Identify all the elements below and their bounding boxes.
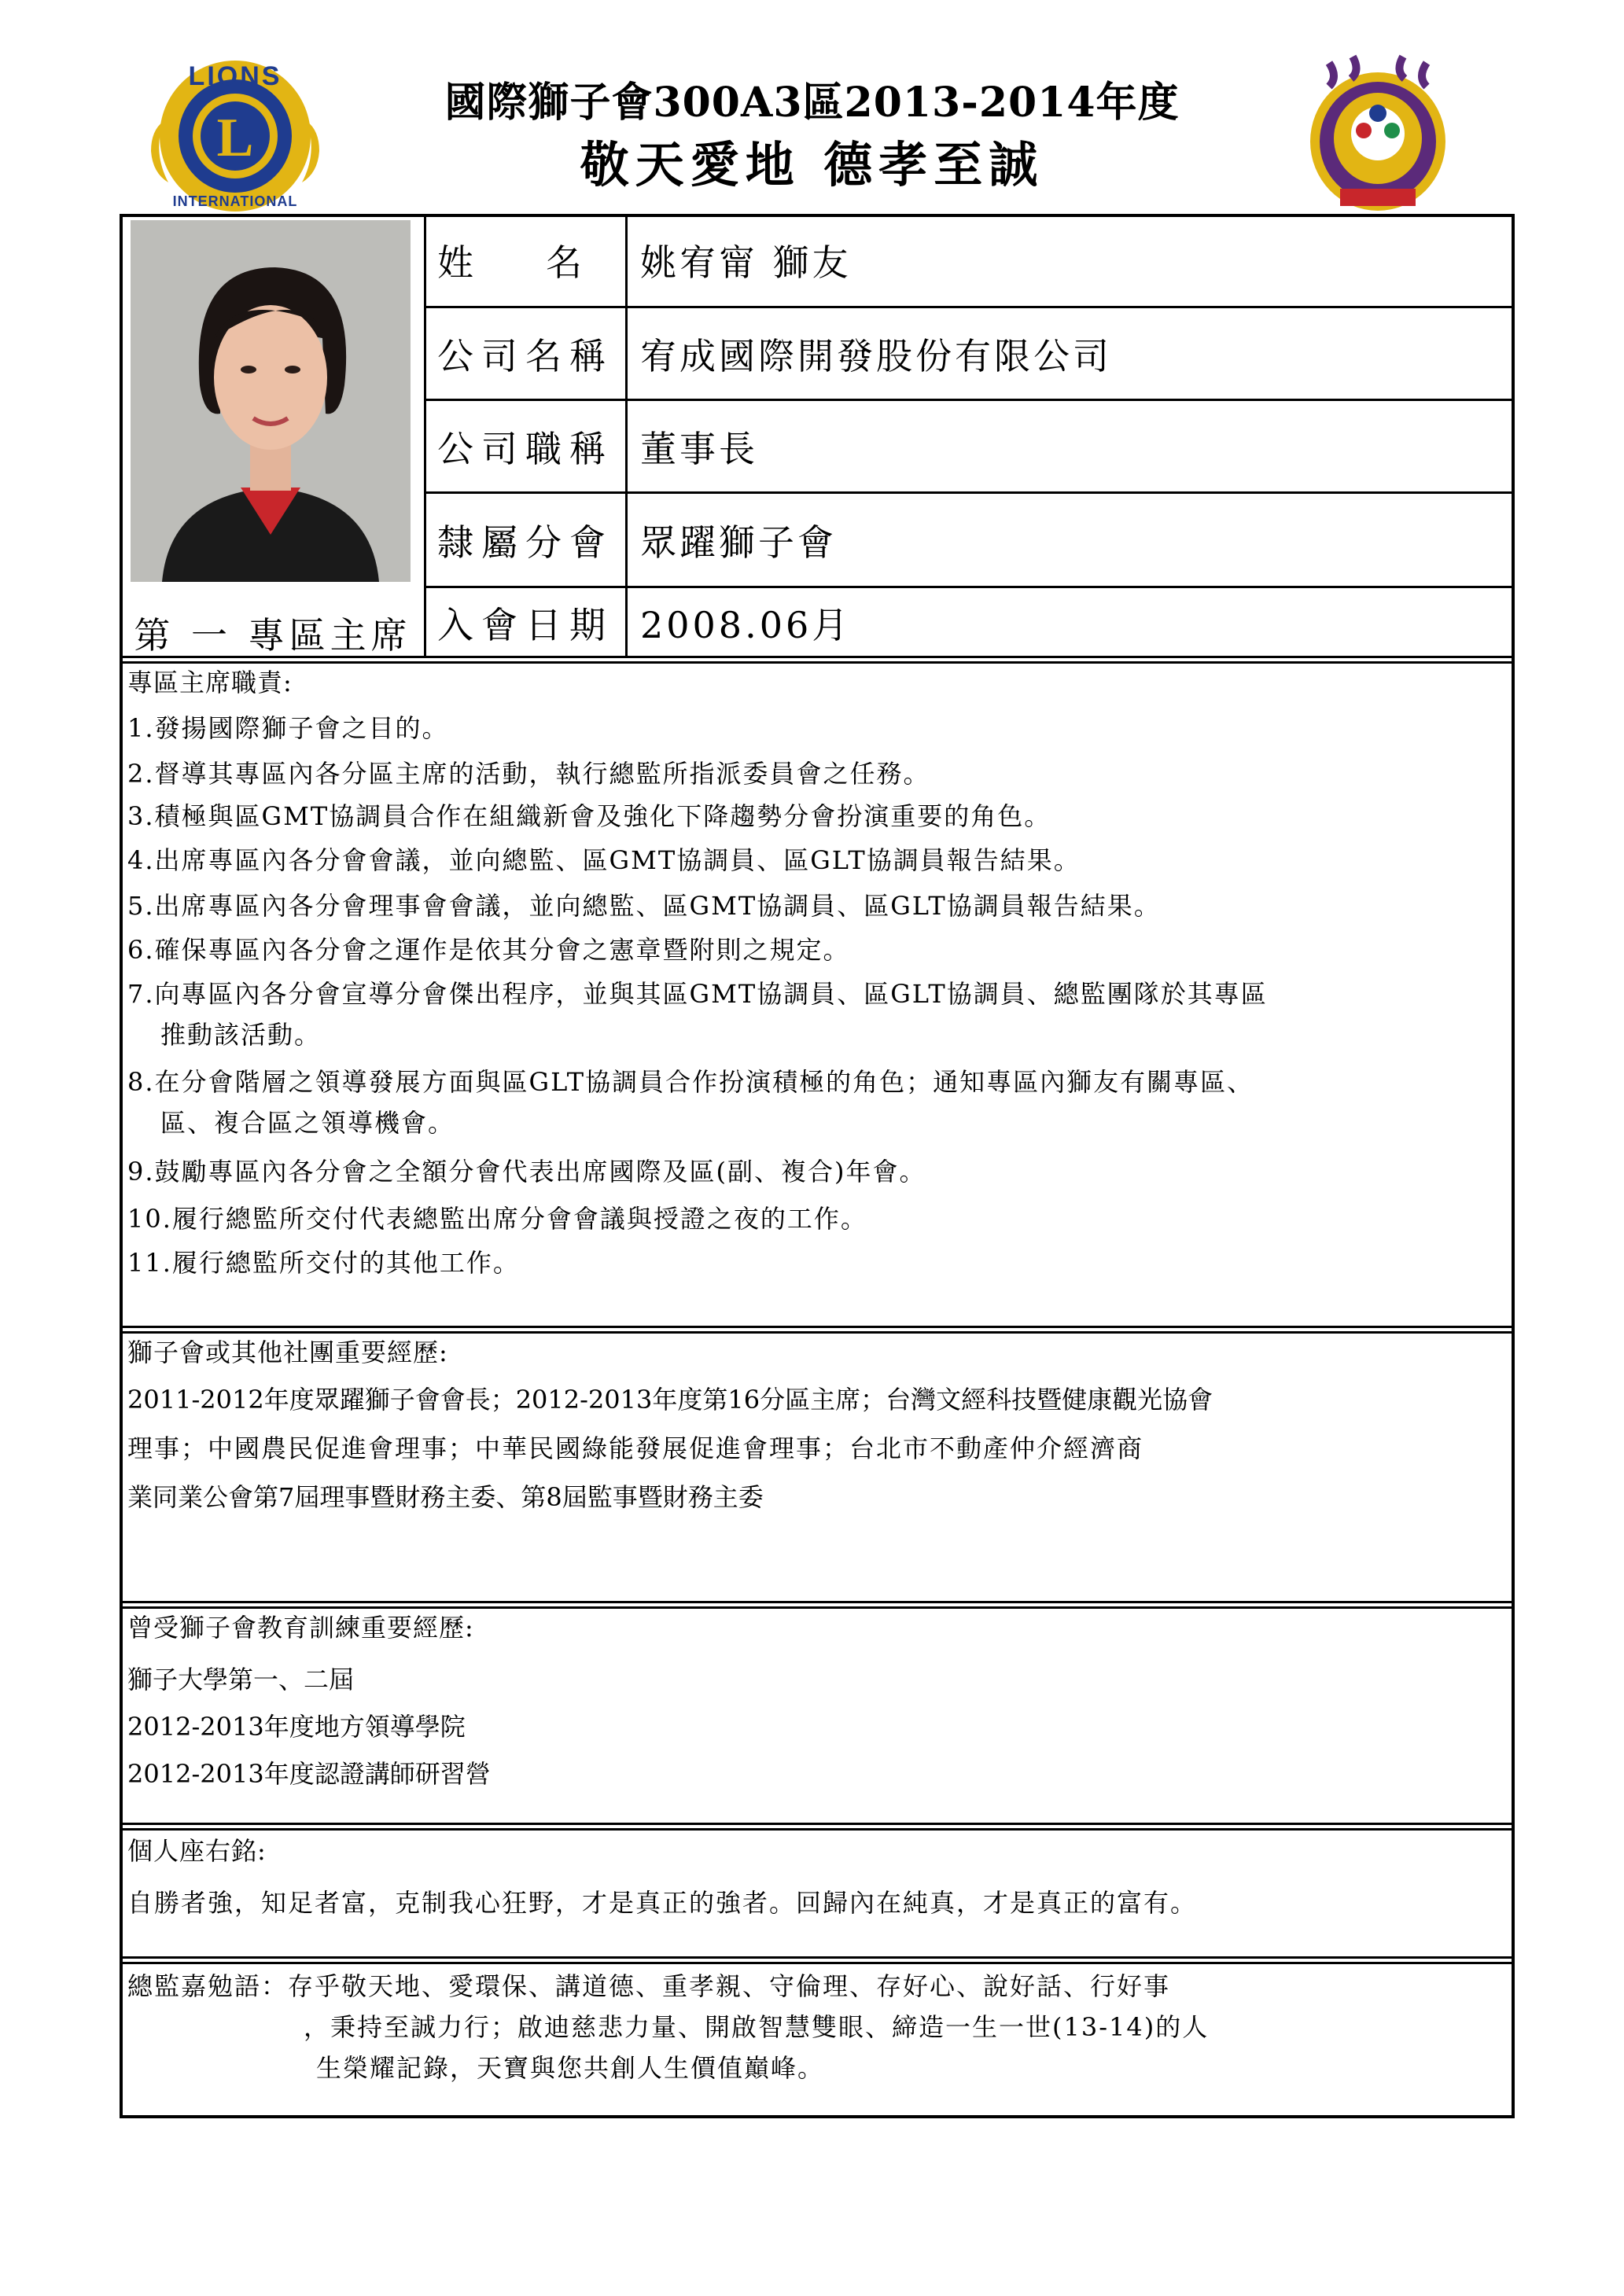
svg-text:L: L [216, 108, 254, 168]
info-row-company [426, 308, 1515, 401]
label-name: 姓 名 [426, 214, 628, 306]
training-title: 曾受獅子會教育訓練重要經歷: [127, 1613, 474, 1643]
district-emblem-logo [1305, 53, 1450, 217]
training-line: 2012-2013年度地方領導學院 [127, 1712, 466, 1742]
header-title: 國際獅子會300A3區2013-2014年度 [444, 79, 1180, 127]
value-club: 眾躍獅子會 [640, 521, 837, 564]
value-company: 宥成國際開發股份有限公司 [640, 334, 1112, 377]
separator [120, 1956, 1515, 1959]
duty-line: 推動該活動。 [160, 1020, 322, 1050]
value-name: 姚宥甯 獅友 [640, 241, 852, 284]
header-slogan: 敬天愛地 德孝至誠 [580, 136, 1044, 193]
training-line: 獅子大學第一、二屆 [127, 1665, 355, 1694]
label-job-title: 公司職稱 [426, 401, 628, 491]
separator [120, 656, 1515, 658]
duty-line: 區、複合區之領導機會。 [160, 1108, 455, 1138]
duty-line: 8.在分會階層之領導發展方面與區GLT協調員合作扮演積極的角色；通知專區內獅友有關專區、 [127, 1067, 1254, 1097]
duty-line: 1.發揚國際獅子會之目的。 [127, 713, 449, 743]
svg-text:INTERNATIONAL: INTERNATIONAL [172, 193, 298, 209]
label-join-date: 入會日期 [426, 588, 628, 657]
value-job-title: 董事長 [640, 427, 758, 470]
info-row-name [426, 214, 1515, 308]
experience-line: 理事；中國農民促進會理事；中華民國綠能發展促進會理事；台北市不動產仲介經濟商 [127, 1433, 1144, 1463]
photo-cell [120, 214, 426, 657]
duty-line: 7.向專區內各分會宣導分會傑出程序，並與其區GMT協調員、區GLT協調員、總監團隊於其專區 [127, 979, 1268, 1009]
separator [120, 1326, 1515, 1328]
label-company: 公司名稱 [426, 308, 628, 399]
experience-line: 2011-2012年度眾躍獅子會會長；2012-2013年度第16分區主席；台灣文經科技暨健康觀光協會 [127, 1385, 1213, 1415]
separator [120, 1823, 1515, 1825]
duty-line: 5.出席專區內各分會理事會會議，並向總監、區GMT協調員、區GLT協調員報告結果。 [127, 891, 1161, 921]
info-row-join-date [426, 588, 1515, 657]
info-row-club [426, 494, 1515, 588]
governor-line: 總監嘉勉語：存乎敬天地、愛環保、講道德、重孝親、守倫理、存好心、說好話、行好事 [127, 1971, 1171, 2001]
value-join-date: 2008.06月 [640, 604, 852, 646]
duties-title: 專區主席職責: [127, 668, 293, 697]
duty-line: 2.督導其專區內各分區主席的活動，執行總監所指派委員會之任務。 [127, 759, 930, 789]
position-caption: 第 一 專區主席 [134, 614, 412, 657]
duty-line: 6.確保專區內各分會之運作是依其分會之憲章暨附則之規定。 [127, 935, 850, 965]
label-club: 隸屬分會 [426, 494, 628, 586]
duty-line: 11.履行總監所交付的其他工作。 [127, 1248, 520, 1278]
experience-title: 獅子會或其他社團重要經歷: [127, 1337, 448, 1367]
governor-line: ，秉持至誠力行；啟迪慈悲力量、開啟智慧雙眼、締造一生一世(13-14)的人 [304, 2012, 1210, 2042]
svg-text:LIONS: LIONS [188, 61, 282, 91]
experience-line: 業同業公會第7屆理事暨財務主委、第8屆監事暨財務主委 [127, 1482, 764, 1512]
duty-line: 3.積極與區GMT協調員合作在組織新會及強化下降趨勢分會扮演重要的角色。 [127, 801, 1051, 831]
governor-line: 生榮耀記錄，天寶與您共創人生價值巔峰。 [316, 2053, 825, 2083]
member-photo [131, 220, 411, 582]
motto-title: 個人座右銘: [127, 1836, 267, 1866]
motto-text: 自勝者強，知足者富，克制我心狂野，才是真正的強者。回歸內在純真，才是真正的富有。 [127, 1888, 1198, 1918]
separator [120, 1601, 1515, 1603]
duty-line: 4.出席專區內各分會會議，並向總監、區GMT協調員、區GLT協調員報告結果。 [127, 845, 1081, 875]
duty-line: 10.履行總監所交付代表總監出席分會會議與授證之夜的工作。 [127, 1204, 867, 1234]
info-row-title [426, 401, 1515, 494]
duty-line: 9.鼓勵專區內各分會之全額分會代表出席國際及區(副、複合)年會。 [127, 1157, 926, 1187]
training-line: 2012-2013年度認證講師研習營 [127, 1759, 491, 1789]
